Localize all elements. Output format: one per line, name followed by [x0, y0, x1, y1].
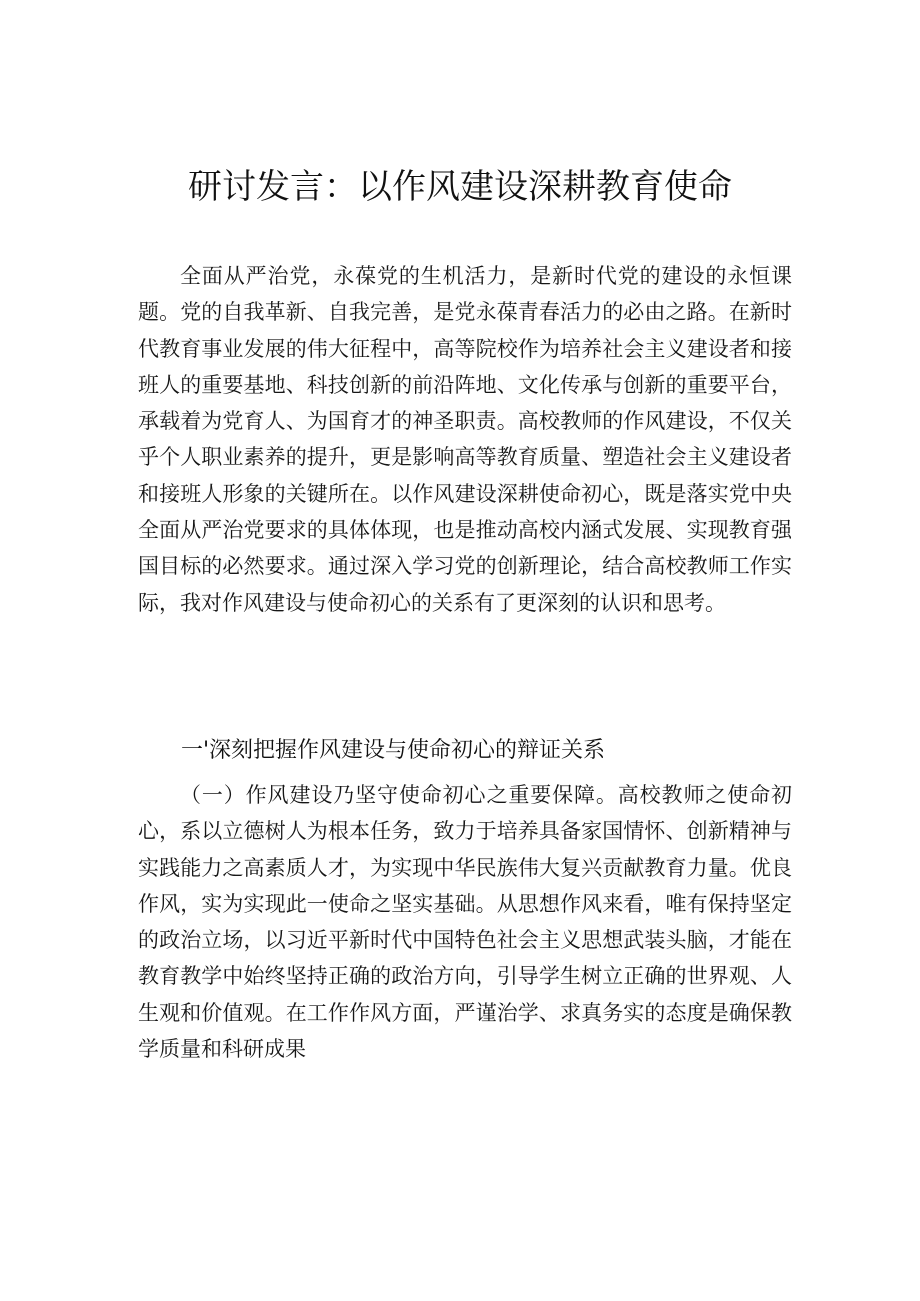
document-title: 研讨发言：以作风建设深耕教育使命: [188, 167, 732, 207]
intro-paragraph: 全面从严治党，永葆党的生机活力，是新时代党的建设的永恒课题。党的自我革新、自我完善，是党永葆青春活力的必由之路。在新时代教育事业发展的伟大征程中，高等院校作为培养社会主义建设者和接班人的重要基地、科技创新的前沿阵地、文化传承与创新的重要平台，承载着为党育人、为国育才的神圣职责。高校教师的作风建设，不仅关乎个人职业素养的提升，更是影响高等教育质量、塑造社会主义建设者和接班人形象的关键所在。以作风建设深耕使命初心，既是落实党中央全面从严治党要求的具体体现，也是推动高校内涵式发展、实现教育强国目标的必然要求。通过深入学习党的创新理论，结合高校教师工作实际，我对作风建设与使命初心的关系有了更深刻的认识和思考。: [138, 264, 792, 615]
subsection-paragraph: （一）作风建设乃坚守使命初心之重要保障。高校教师之使命初心，系以立德树人为根本任务，致力于培养具备家国情怀、创新精神与实践能力之高素质人才，为实现中华民族伟大复兴贡献教育力量。优良作风，实为实现此一使命之坚实基础。从思想作风来看，唯有保持坚定的政治立场，以习近平新时代中国特色社会主义思想武装头脑，才能在教育教学中始终坚持正确的政治方向，引导学生树立正确的世界观、人生观和价值观。在工作作风方面，严谨治学、求真务实的态度是确保教学质量和科研成果: [138, 783, 792, 1062]
section-heading: 一'深刻把握作风建设与使命初心的辩证关系: [181, 738, 606, 763]
